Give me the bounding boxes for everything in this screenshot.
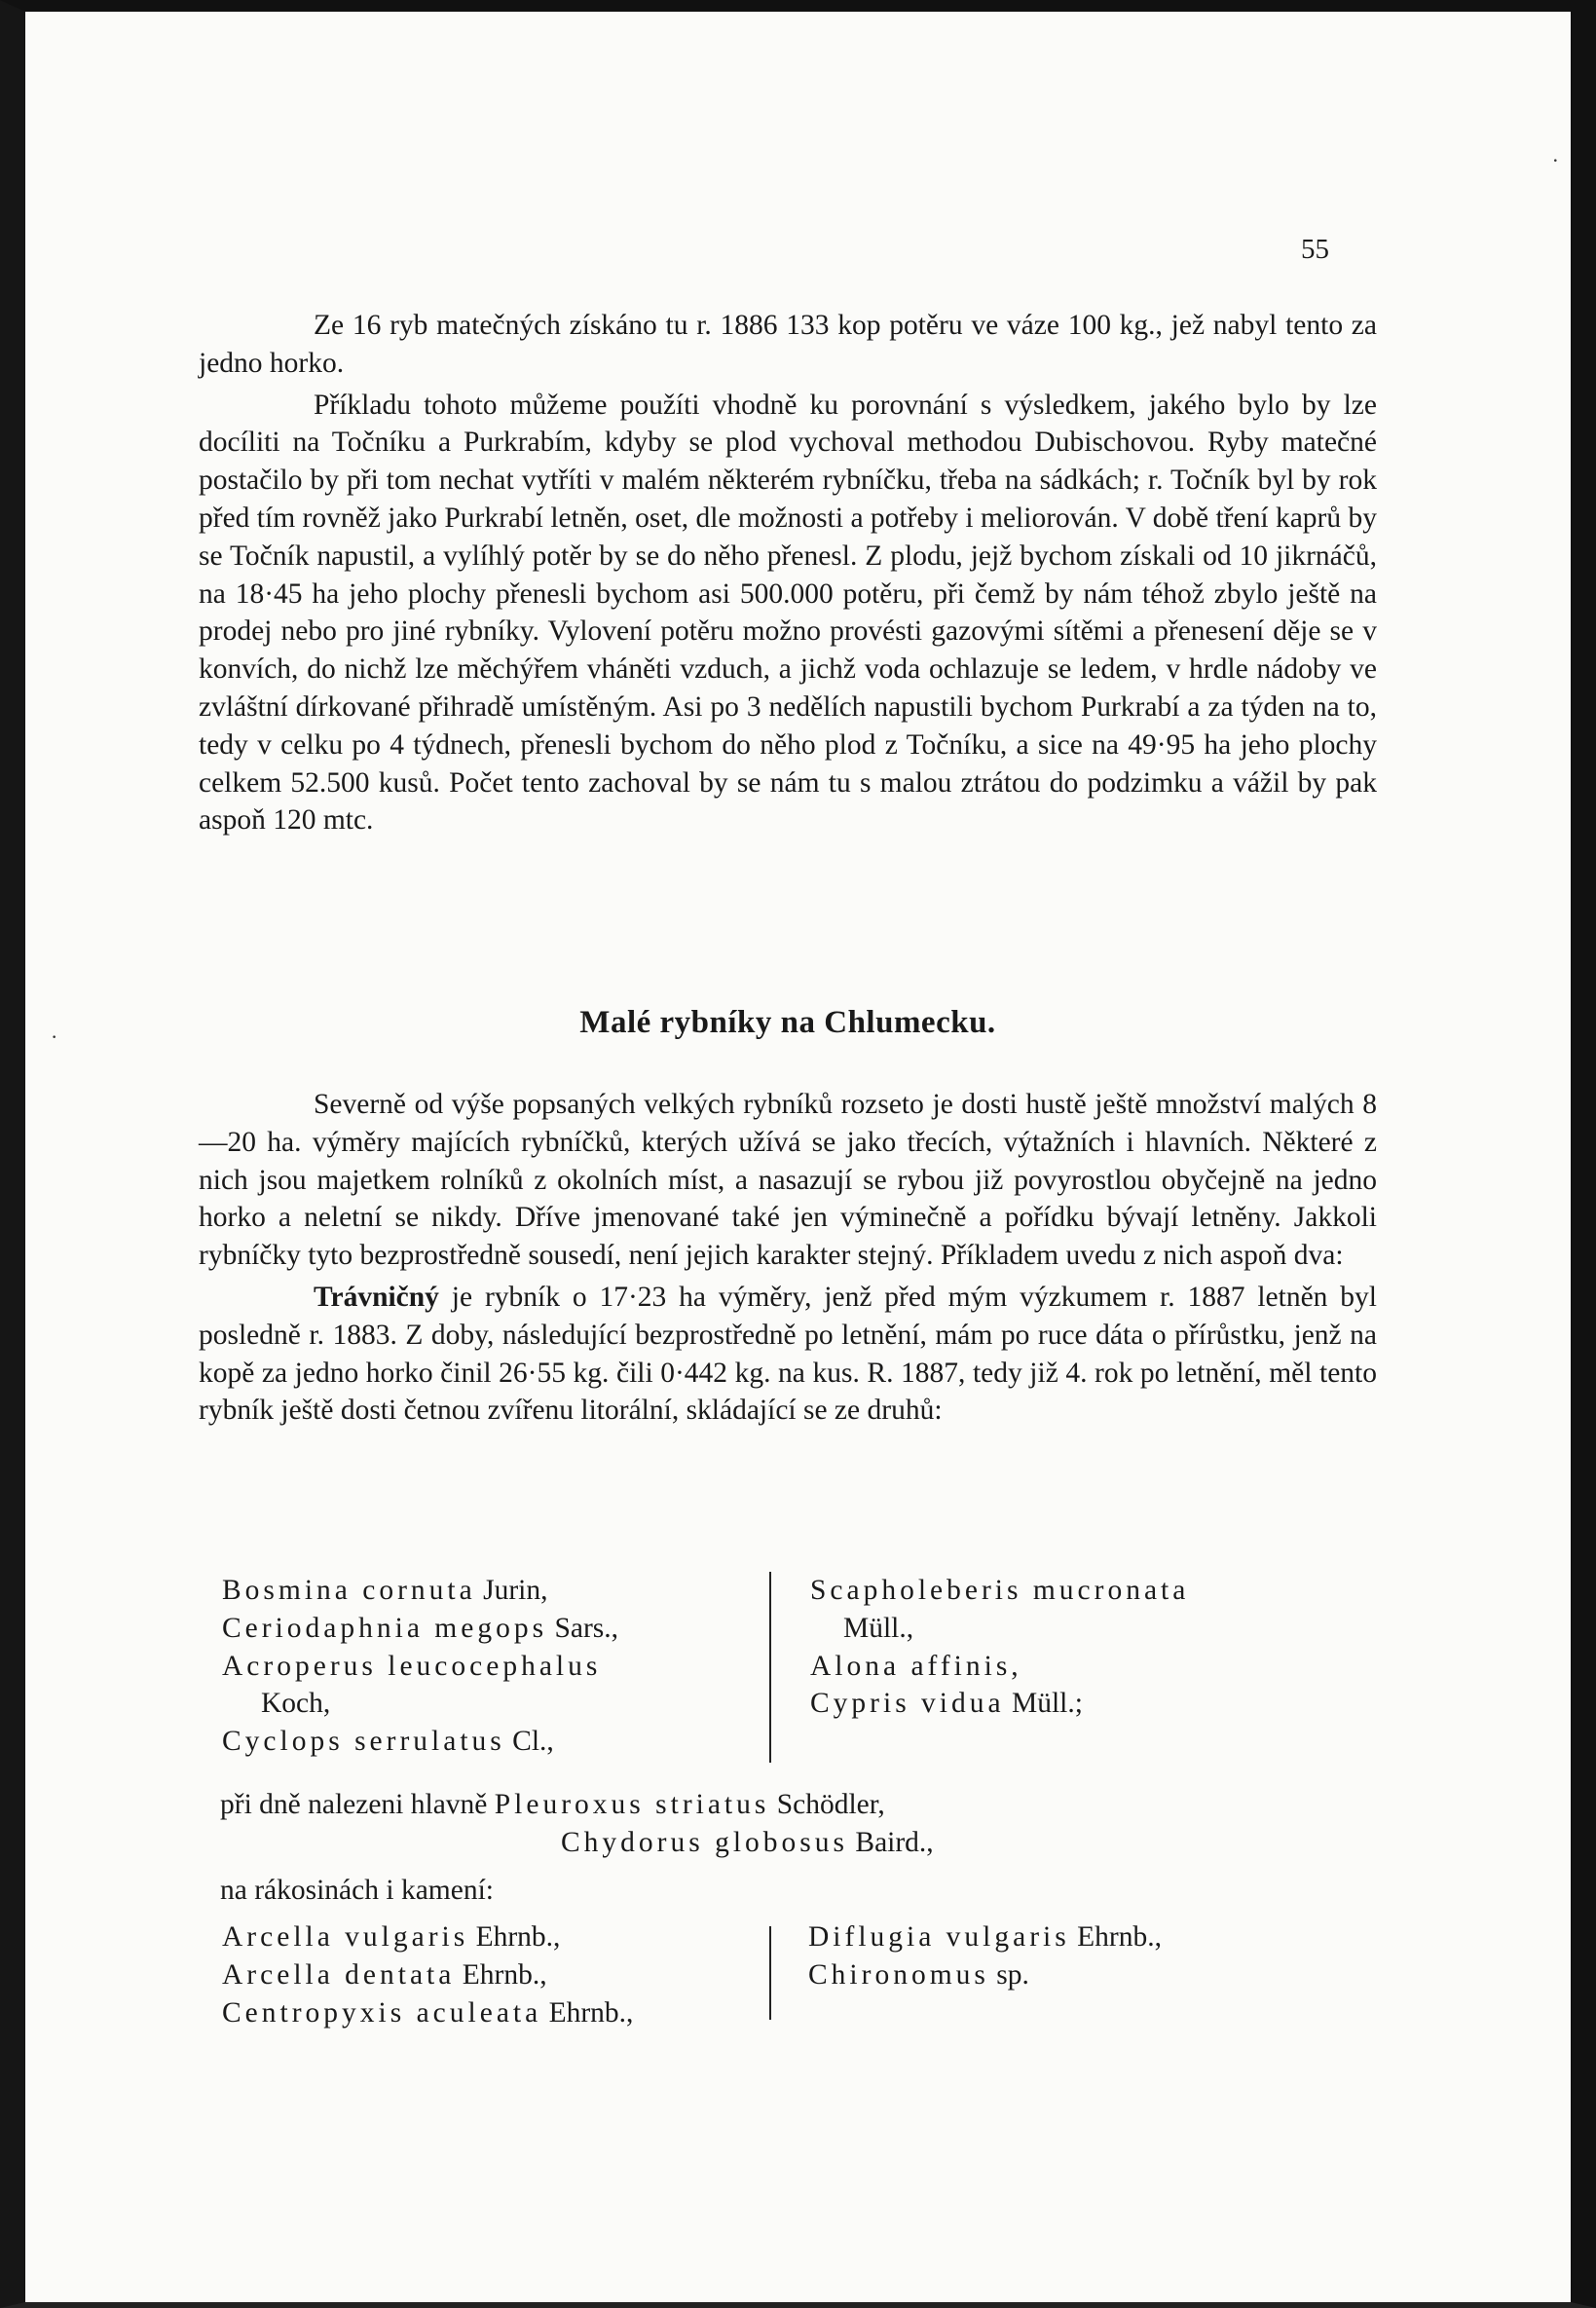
species-column-right	[769, 1572, 1377, 1763]
travnicny-text: je rybník o 17·23 ha výměry, jenž před mým výzkumem r. 1887 letněn byl posledně r. 1883. Z doby, následující bezprostředně po letnění, mám po ruce dáta o přírůstku, jenž na kopě za jedno horko činil 26·55 kg. čili 0·442 kg. na kus. R. 1887, tedy již 4. rok po letnění, měl tento rybník ještě dosti četnou zvířenu litorální, skládající se ze druhů:	[199, 1281, 1377, 1427]
paragraph-severne: Severně od výše popsaných velkých rybníků rozseto je dosti hustě ještě množství malých 8—20 ha. výměry majících rybníčků, kterých užívá se jako třecích, výtažních i hlavních. Některé z nich jsou majetkem rolníků z okolních míst, a nasazují se rybou již povyrostlou obyčejně na jedno horko a neletní se nikdy. Dříve jmenované také jen výminečně a pořídku bývají letněny. Jakkoli rybníčky tyto bezprostředně sousedí, není jejich karakter stejný. Příkladem uvedu z nich aspoň dva:	[199, 1089, 1377, 1272]
scan-speck: ·	[51, 1024, 58, 1049]
bottom-line-2: Chydorus globosus Baird.,	[561, 1826, 934, 1858]
paragraph-1: Ze 16 ryb matečných získáno tu r. 1886 133 kop potěru ve váze 100 kg., jež nabyl tento za jedno horko.	[199, 310, 1377, 379]
species-entry: Acroperus leucocephalus	[222, 1650, 602, 1682]
species-list-reed	[222, 1918, 1377, 2031]
species-entry: Arcella dentata Ehrnb.,	[222, 1958, 547, 1991]
paragraph-travnicny	[199, 1279, 1377, 1430]
intro-paragraphs	[199, 307, 1377, 839]
species-entry-continued: Müll.,	[843, 1612, 914, 1644]
paragraph-2: Příkladu tohoto můžeme použíti vhodně ku porovnání s výsledkem, jakého bylo by lze docíliti na Točníku a Purkrabím, kdyby se plod vychoval methodou Dubischovou. Ryby matečné postačilo by při tom nechat vytříti v malém některém rybníčku, třeba na sádkách; r. Točník byl by rok před tím rovněž jako Purkrabí letněn, oset, dle možnosti a potřeby i meliorován. V době tření kaprů by se Točník napustil, a vylíhlý potěr by se do něho přenesl. Z plodu, jejž bychom získali od 10 jikrnáčů, na 18·45 ha jeho plochy přenesli bychom asi 500.000 potěru, při čemž by nám téhož zbylo ještě na prodej nebo pro jiné rybníky. Vylovení potěru možno provésti gazovými sítěmi a přenesení děje se v konvích, do nichž lze měchýřem vháněti vzduch, a jichž voda ochlazuje se ledem, v hrdle nádoby ve zvláštní dírkované přihradě umístěným. Asi po 3 nedělích napustili bychom Purkrabí a za týden na to, tedy v celku po 4 týdnech, přenesli bychom do něho plod z Točníku, a sice na 49·95 ha jeho plochy celkem 52.500 kusů. Počet tento zachoval by se nám tu s malou ztrátou do podzimku a vážil by pak aspoň 120 mtc.	[199, 389, 1377, 837]
species-entry: Diflugia vulgaris Ehrnb.,	[808, 1921, 1162, 1953]
reed-habitat-line: na rákosinách i kamení:	[220, 1875, 494, 1906]
species-column-left	[222, 1572, 769, 1763]
species-list-litoral	[222, 1572, 1377, 1763]
page-number: 55	[1301, 234, 1329, 265]
species-entry: Bosmina cornuta Jurin,	[222, 1575, 548, 1606]
species-entry: Alona affinis,	[810, 1650, 1022, 1682]
species-entry: Cyclops serrulatus Cl.,	[222, 1726, 554, 1758]
section-body	[199, 1086, 1377, 1430]
pond-name-travnicny: Trávničný	[314, 1281, 439, 1313]
species-entry: Centropyxis aculeata Ehrnb.,	[222, 1996, 634, 2029]
bottom-species-lines	[220, 1786, 1377, 1862]
scan-speck: ·	[1551, 148, 1559, 172]
species-entry: Ceriodaphnia megops Sars.,	[222, 1612, 619, 1644]
species-entry: Arcella vulgaris Ehrnb.,	[222, 1921, 561, 1953]
species-entry: Cypris vidua Müll.;	[810, 1688, 1083, 1720]
species-column-right	[769, 1918, 1377, 2031]
species-entry-continued: Koch,	[261, 1688, 331, 1720]
bottom-line-1: při dně nalezeni hlavně Pleuroxus striatus Schödler,	[220, 1789, 885, 1820]
section-heading: Malé rybníky na Chlumecku.	[579, 1005, 996, 1040]
species-column-left	[222, 1918, 769, 2031]
species-entry: Chironomus sp.	[808, 1958, 1029, 1991]
species-entry: Scapholeberis mucronata	[810, 1575, 1190, 1606]
